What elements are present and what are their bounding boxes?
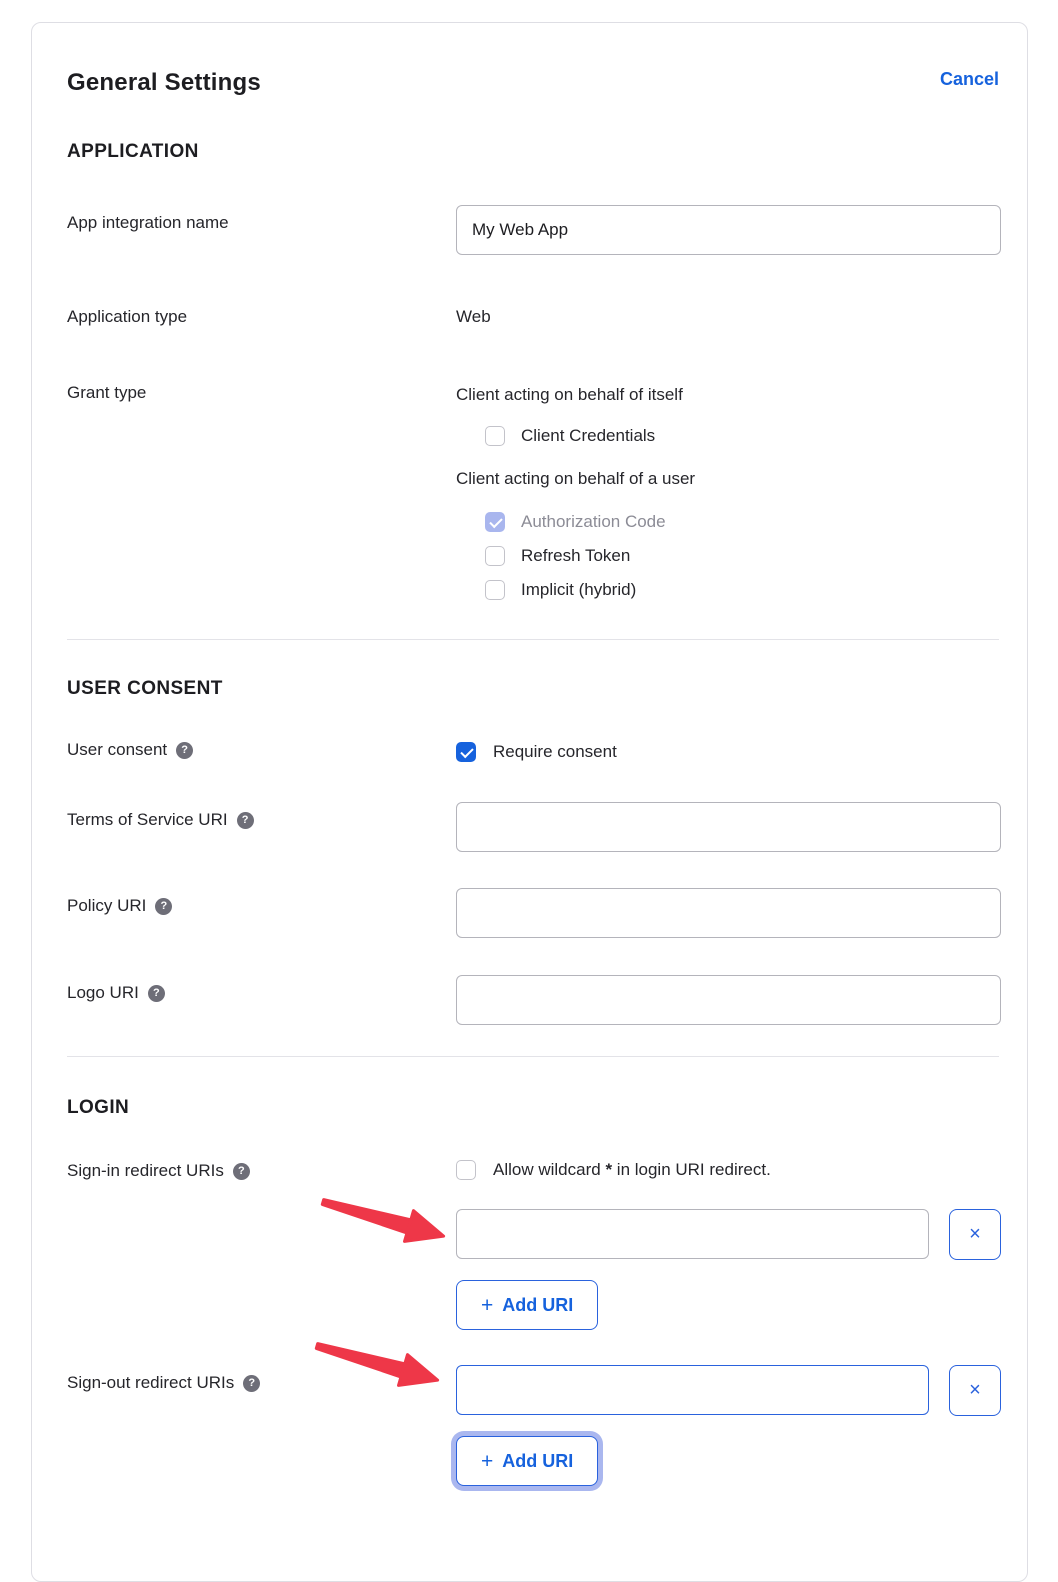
sign-in-uri-input[interactable] [456,1209,929,1259]
require-consent-label: Require consent [493,742,617,761]
app-type-label: Application type [67,307,188,326]
user-consent-section-heading: USER CONSENT [67,678,223,699]
app-name-input[interactable] [456,205,1001,255]
red-arrow-annotation [319,1195,449,1247]
help-icon[interactable]: ? [233,1163,250,1180]
help-icon[interactable]: ? [237,812,254,829]
add-uri-label: Add URI [502,1294,574,1315]
policy-uri-input[interactable] [456,888,1001,938]
allow-wildcard-option [456,1159,1001,1181]
grant-type-label: Grant type [67,383,147,402]
policy-uri-label: Policy URI [67,896,147,915]
user-consent-label: User consent [67,740,168,759]
user-consent-row [67,740,999,764]
logo-uri-label: Logo URI [67,983,139,1002]
section-divider [67,639,999,640]
logo-uri-row [67,975,999,1025]
sign-out-redirect-label-wrap [67,1365,456,1393]
terms-of-service-label: Terms of Service URI [67,810,228,829]
app-type-row [67,299,999,327]
implicit-hybrid-checkbox[interactable] [485,580,505,600]
refresh-token-label: Refresh Token [521,546,631,565]
plus-icon: + [481,1293,494,1317]
cancel-button[interactable]: Cancel [939,69,999,89]
grant-group-user-heading: Client acting on behalf of a user [456,469,696,488]
sign-out-redirect-label: Sign-out redirect URIs [67,1373,235,1392]
authorization-code-label: Authorization Code [521,512,666,531]
grant-option-refresh-token [485,545,999,567]
app-type-value: Web [456,307,491,326]
help-icon[interactable]: ? [176,742,193,759]
remove-uri-button[interactable] [949,1365,1001,1416]
section-divider [67,1056,999,1057]
sign-out-redirect-row [67,1365,999,1486]
grant-option-authorization-code [485,511,999,533]
app-name-row [67,205,999,255]
grant-option-implicit [485,579,999,601]
help-icon[interactable]: ? [243,1375,260,1392]
close-icon: × [969,1223,981,1245]
require-consent-option [456,740,999,764]
page-title: General Settings [67,69,261,96]
implicit-hybrid-label: Implicit (hybrid) [521,580,637,599]
client-credentials-label: Client Credentials [521,426,656,445]
grant-group-itself-heading: Client acting on behalf of itself [456,385,683,404]
client-credentials-checkbox[interactable] [485,426,505,446]
authorization-code-checkbox [485,512,505,532]
require-consent-checkbox[interactable] [456,742,476,762]
app-name-label: App integration name [67,213,229,232]
sign-out-uri-row [456,1365,1001,1416]
logo-uri-label-wrap [67,975,456,1003]
user-consent-label-wrap [67,740,456,760]
card-header [67,69,999,97]
refresh-token-checkbox[interactable] [485,546,505,566]
general-settings-card [31,22,1028,1582]
policy-uri-label-wrap [67,888,456,916]
help-icon[interactable]: ? [148,985,165,1002]
policy-uri-row [67,888,999,938]
remove-uri-button[interactable] [949,1209,1001,1260]
add-uri-label: Add URI [502,1450,574,1471]
login-section-heading: LOGIN [67,1097,130,1118]
logo-uri-input[interactable] [456,975,1001,1025]
terms-of-service-input[interactable] [456,802,1001,852]
help-icon[interactable]: ? [155,898,172,915]
sign-in-add-uri-button[interactable] [456,1280,598,1330]
sign-out-add-uri-button[interactable] [456,1436,598,1486]
terms-of-service-label-wrap [67,802,456,830]
sign-in-redirect-label: Sign-in redirect URIs [67,1161,224,1180]
sign-in-redirect-label-wrap [67,1159,456,1181]
sign-out-uri-input[interactable] [456,1365,929,1415]
grant-option-client-credentials [485,425,999,447]
allow-wildcard-checkbox[interactable] [456,1160,476,1180]
application-section-heading: APPLICATION [67,141,199,162]
sign-in-redirect-row [67,1159,999,1330]
grant-type-row [67,375,999,601]
allow-wildcard-label: Allow wildcard * in login URI redirect. [493,1160,771,1179]
sign-in-uri-row [456,1209,1001,1260]
close-icon: × [969,1379,981,1401]
terms-of-service-row [67,802,999,852]
plus-icon: + [481,1449,494,1473]
